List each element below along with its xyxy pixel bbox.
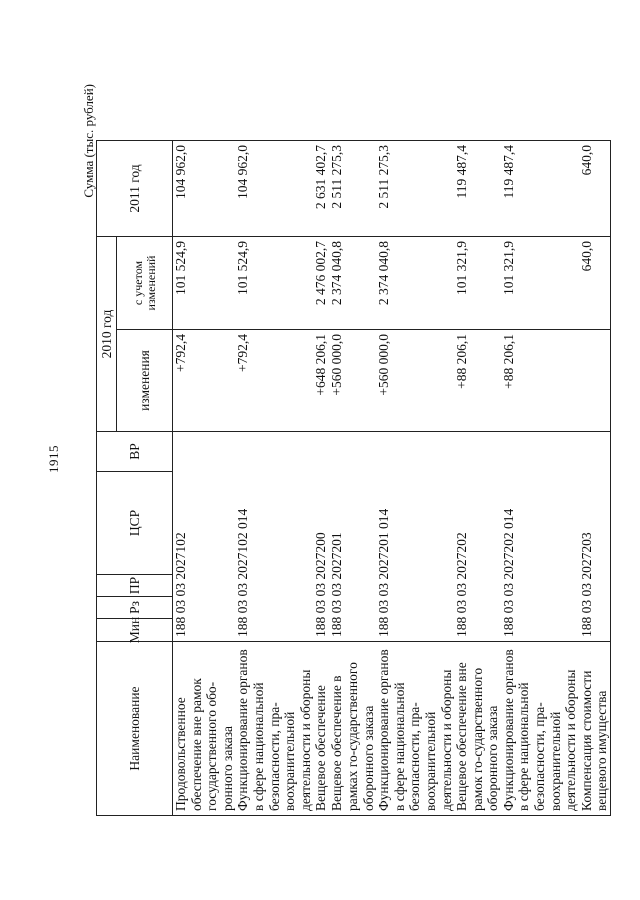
header-with-changes: с учетом изменений xyxy=(117,237,173,330)
header-2010: 2010 год xyxy=(97,237,117,432)
table-row: Вещевое обеспечение 188 03 03 2027200 +648 206,1 2 476 002,7 2 631 402,7 xyxy=(313,141,329,816)
table-row: Вещевое обеспечение вне рамок го-сударственного оборонного заказа 188 03 03 2027202 +88 206,1 101 321,9 119 487,4 xyxy=(454,141,501,816)
table-row: Функционирование органов в сфере национальной безопасности, пра-воохранительной деятельности и обороны 188 03 03 2027102 014 +792,4 101 524,9 104 962,0 xyxy=(235,141,313,816)
header-csr: ЦСР xyxy=(97,471,172,574)
table-row: Вещевое обеспечение в рамках го-сударственного оборонного заказа 188 03 03 2027201 +560 000,0 2 374 040,8 2 511 275,3 xyxy=(329,141,376,816)
header-changes: изменения xyxy=(117,330,173,432)
header-name: Наименование xyxy=(97,642,173,816)
table-row: Продовольственное обеспечение вне рамок государственного обо-ронного заказа 188 03 03 2027102 +792,4 101 524,9 104 962,0 xyxy=(173,141,236,816)
header-min: Мин xyxy=(97,618,172,641)
header-vr: ВР xyxy=(126,443,142,460)
budget-table xyxy=(96,140,611,816)
table-row: Функционирование органов в сфере национальной безопасности, пра-воохранительной деятельности и обороны 188 03 03 2027201 014 +560 000,0 2 374 040,8 2 511 275,3 xyxy=(376,141,454,816)
table-row: Функционирование органов в сфере национальной безопасности, пра-воохранительной деятельности и обороны 188 03 03 2027202 014 +88 206,1 101 321,9 119 487,4 xyxy=(501,141,579,816)
table-row: Компенсация стоимости вещевого имущества 188 03 03 2027203 640,0 640,0 xyxy=(579,141,611,816)
header-2011: 2011 год xyxy=(97,141,173,237)
units-label: Сумма (тыс. рублей) xyxy=(81,84,96,198)
header-pr: ПР xyxy=(97,574,172,596)
header-rz: Рз xyxy=(97,596,172,618)
page-number: 1915 xyxy=(46,445,61,473)
header-codes xyxy=(97,432,173,642)
